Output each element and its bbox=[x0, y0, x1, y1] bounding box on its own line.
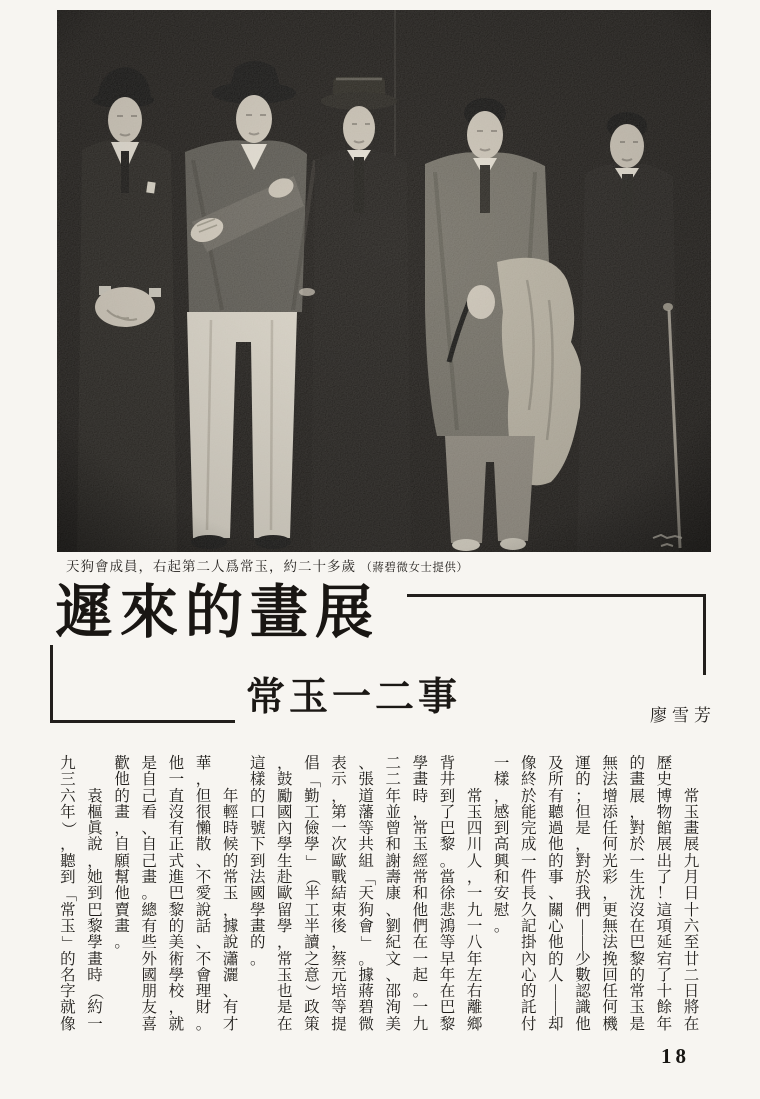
text-column: 一 樣 ， 感 到 高 興 和 安 慰 。 bbox=[493, 755, 510, 935]
text-column: 他 一 直 沒 有 正 式 進 巴 黎 的 美 術 學 校 ， 就 bbox=[168, 755, 185, 1033]
headline-rule-top-right bbox=[407, 594, 706, 675]
caption-text: 天狗會成員，右起第二人爲常玉，約二十多歲 bbox=[66, 559, 356, 574]
text-column: 的 畫 展 ， 對 於 一 生 沈 沒 在 巴 黎 的 常 玉 是 bbox=[629, 755, 645, 1033]
group-photo bbox=[57, 10, 711, 552]
caption-credit: （蔣碧微女士提供） bbox=[360, 562, 469, 574]
text-column: 、 張 道 藩 等 共 組 「 天 狗 會 」 。 據 蔣 碧 微 bbox=[358, 755, 376, 1033]
text-column: 表 示 ， 第 一 次 歐 戰 結 束 後 ， 蔡 元 培 等 提 bbox=[331, 755, 347, 1033]
text-column: 這 樣 的 口 號 下 到 法 國 學 畫 的 。 bbox=[249, 755, 266, 968]
text-column: 學 畫 時 ， 常 玉 經 常 和 他 們 在 一 起 。 一 九 bbox=[412, 755, 429, 1033]
photo-caption bbox=[66, 555, 706, 575]
text-column: 常 玉 四 川 人 ， 一 九 一 八 年 左 右 離 鄉 bbox=[466, 787, 483, 1033]
text-column: 常 玉 畫 展 九 月 日 十 六 至 廿 二 日 將 在 bbox=[683, 787, 700, 1033]
text-column: 及 所 有 聽 過 他 的 事 、 關 心 他 的 人 — — 却 bbox=[548, 755, 566, 1033]
text-column: 華 ， 但 很 懶 散 、 不 愛 說 話 、 不 會 理 財 。 bbox=[195, 755, 212, 1033]
page-number: 18 bbox=[661, 1044, 690, 1068]
text-column: 無 法 增 添 任 何 光 彩 ， 更 無 法 挽 回 任 何 機 bbox=[602, 755, 618, 1033]
text-column: 運 的 ； 但 是 ， 對 於 我 們 — — 少 數 認 識 他 bbox=[575, 755, 593, 1033]
text-column: ， 鼓 勵 國 內 學 生 赴 歐 留 學 ， 常 玉 也 是 在 bbox=[277, 755, 293, 1033]
text-column: 袁 樞 眞 說 ， 她 到 巴 黎 學 畫 時 （ 約 一 bbox=[87, 787, 105, 1033]
text-column: 是 自 己 看 、 自 己 畫 。 總 有 些 外 國 朋 友 喜 bbox=[141, 755, 158, 1033]
article-body bbox=[54, 756, 705, 1036]
text-column: 年 輕 時 候 的 常 玉 ， 據 說 瀟 灑 、 有 才 bbox=[222, 787, 239, 1033]
author-name: 廖雪芳 bbox=[650, 706, 716, 725]
text-column: 像 終 於 能 完 成 一 件 長 久 記 掛 內 心 的 託 付 bbox=[521, 755, 537, 1033]
text-column: 背 井 到 了 巴 黎 。 當 徐 悲 鴻 等 早 年 在 巴 黎 bbox=[439, 755, 456, 1033]
text-column: 九 三 六 年 ） ， 聽 到 「 常 玉 」 的 名 字 就 像 bbox=[60, 755, 78, 1033]
text-column: 倡 「 勤 工 儉 學 」 （ 半 工 半 讀 之 意 ） 政 策 bbox=[304, 755, 322, 1033]
text-column: 二 二 年 並 曾 和 謝 壽 康 、 劉 紀 文 、 邵 洵 美 bbox=[385, 755, 401, 1033]
headline-bracket-bottom-left bbox=[50, 645, 235, 723]
group-photo-illustration bbox=[57, 10, 711, 552]
text-column: 歡 他 的 畫 ， 自 願 幫 他 賣 畫 。 bbox=[114, 755, 130, 952]
text-column: 歷 史 博 物 館 展 出 了 ！ 這 項 延 宕 了 十 餘 年 bbox=[656, 755, 673, 1033]
article-headline: 遲來的畫展 bbox=[55, 580, 381, 645]
article-subtitle: 常玉一二事 bbox=[246, 676, 462, 719]
photo-vignette bbox=[57, 10, 711, 552]
